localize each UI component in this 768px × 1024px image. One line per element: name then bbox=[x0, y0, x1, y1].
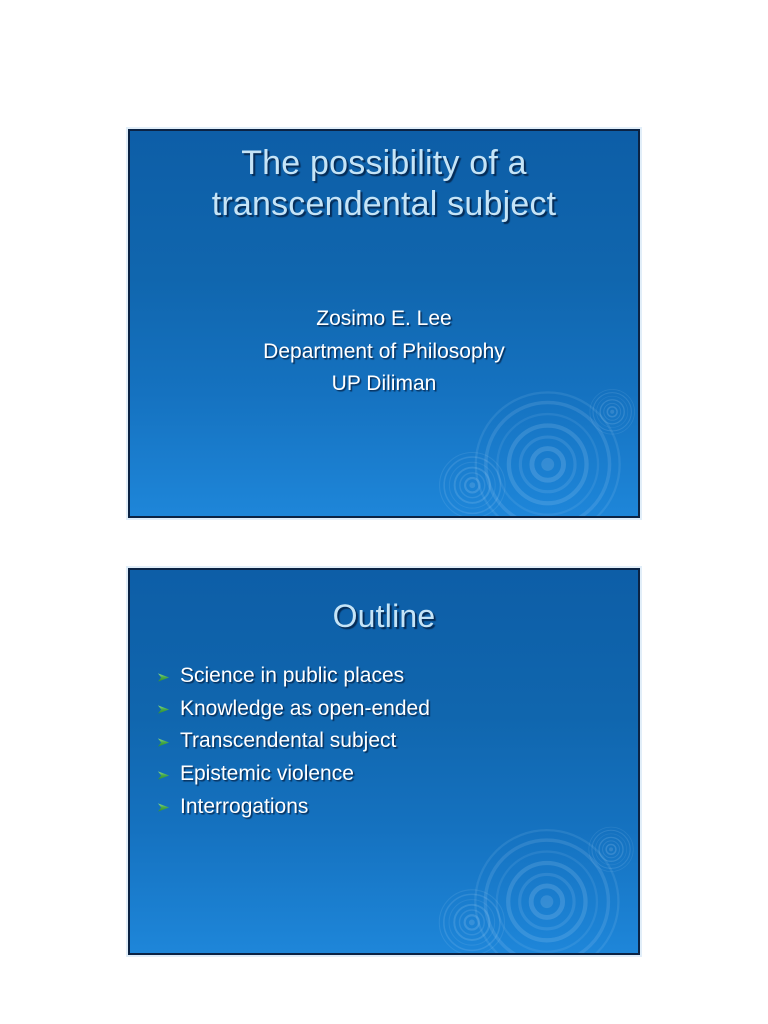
slide-1-subtitle bbox=[150, 303, 618, 401]
bullet-text: Interrogations bbox=[180, 794, 309, 818]
bullet-text: Epistemic violence bbox=[180, 762, 354, 786]
slide-1-title: The possibility of a transcendental subject bbox=[211, 144, 557, 223]
bullet-arrow-icon bbox=[157, 671, 170, 684]
bullet-arrow-icon bbox=[157, 769, 170, 782]
bullet-text: Knowledge as open-ended bbox=[180, 696, 430, 720]
outline-bullet-list bbox=[157, 660, 624, 823]
bullet-item bbox=[157, 725, 624, 758]
university-line: UP Diliman bbox=[331, 372, 437, 395]
bullet-arrow-icon bbox=[157, 736, 170, 749]
bullet-item bbox=[157, 660, 624, 693]
slide-2 bbox=[128, 568, 640, 955]
bullet-item bbox=[157, 693, 624, 726]
department-line: Department of Philosophy bbox=[263, 339, 505, 363]
slide-2-title: Outline bbox=[332, 598, 436, 634]
bullet-arrow-icon bbox=[157, 703, 170, 716]
bullet-item bbox=[157, 790, 624, 823]
slide-1 bbox=[128, 129, 640, 518]
bullet-text: Science in public places bbox=[180, 664, 405, 688]
bullet-arrow-icon bbox=[157, 801, 170, 814]
author-line: Zosimo E. Lee bbox=[316, 307, 452, 330]
bullet-item bbox=[157, 758, 624, 791]
bullet-text: Transcendental subject bbox=[180, 729, 397, 753]
